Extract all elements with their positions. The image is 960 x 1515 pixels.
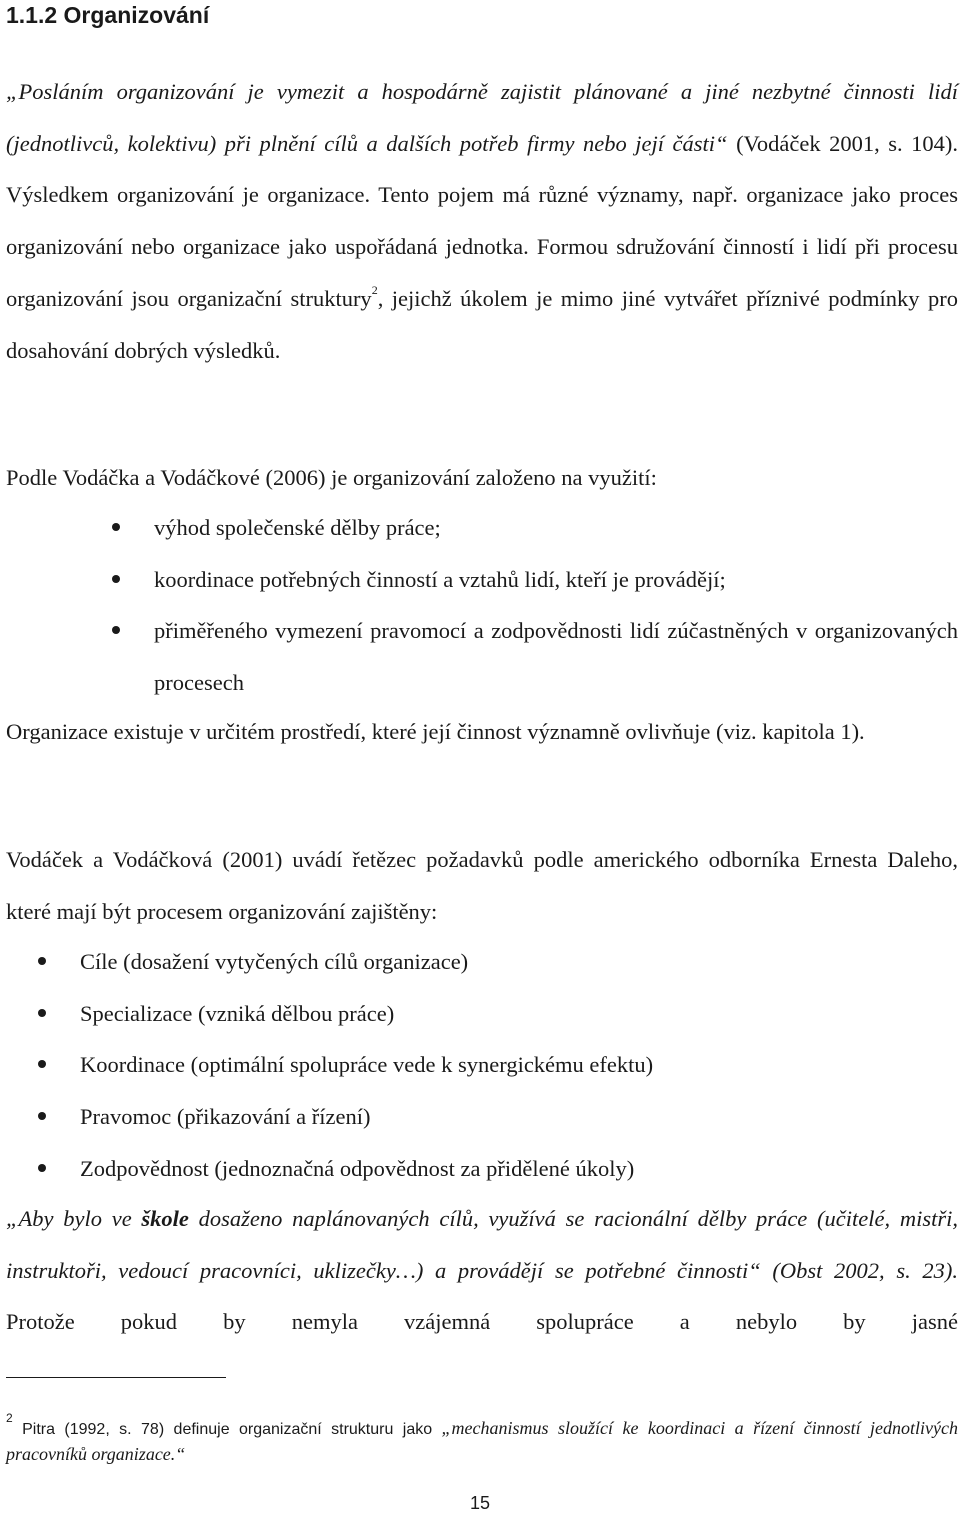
page-number: 15 xyxy=(469,1493,491,1513)
bullet-icon xyxy=(112,523,120,531)
paragraph-school xyxy=(6,1193,958,1348)
paragraph-dale: Vodáček a Vodáčková (2001) uvádí řetězec požadavků podle amerického odborníka Ernesta Daleho, které mají být procesem organizování zajištěny: xyxy=(6,847,958,924)
list-item: přiměřeného vymezení pravomocí a zodpovědnosti lidí zúčastněných v organizovaných procesech xyxy=(154,605,958,708)
list-item: koordinace potřebných činností a vztahů lidí, kteří je provádějí; xyxy=(154,554,958,606)
bullet-icon xyxy=(38,957,46,965)
school-text: Protože pokud by nemyla vzájemná spolupráce a nebylo by jasné xyxy=(6,1309,958,1335)
list-item: Cíle (dosažení vytyčených cílů organizace) xyxy=(80,936,958,988)
structure-text-end: , jejichž úkolem je mimo jiné vytvářet příznivé podmínky pro dosahování dobrých výsledků. xyxy=(6,285,958,363)
section-heading: 1.1.2 Organizování xyxy=(6,2,210,28)
footnote-number: 2 xyxy=(6,1411,13,1425)
bullet-icon xyxy=(38,1009,46,1017)
footnote-divider xyxy=(6,1377,226,1378)
bullet-icon xyxy=(38,1060,46,1068)
footnote-ref: 2 xyxy=(371,282,378,297)
list-item: Zodpovědnost (jednoznačná odpovědnost za přidělené úkoly) xyxy=(80,1143,958,1195)
footnote-text: Pitra (1992, s. 78) definuje organizační strukturu jako xyxy=(12,1421,442,1438)
bullet-icon xyxy=(38,1112,46,1120)
paragraph-definition xyxy=(6,66,958,376)
citation-text: (Vodáček 2001, s. 104). Výsledkem organizování je organizace. Tento pojem má různé významy, např. organizace jako proces organizování nebo organizace xyxy=(6,130,959,260)
paragraph-intro: Podle Vodáčka a Vodáčkové (2006) je organizování založeno na využití: xyxy=(6,465,657,490)
list-item: výhod společenské dělby práce; xyxy=(154,502,958,554)
structure-text: jako uspořádaná jednotka. Formou sdružování činností i lidí při procesu organizování jsou organizační struktury xyxy=(6,234,958,311)
quote-text: „Posláním organizování je vymezit a hospodárně zajistit plánované a jiné nezbytné činnosti lidí (jednotlivců, kolektivu) při plnění cílů a dalších potřeb firmy nebo její části“ xyxy=(6,79,958,156)
school-quote: „Aby bylo ve škole dosaženo naplánovaných cílů, využívá se racionální dělby práce (učitelé, mistři, instruktoři, vedoucí pracovníci, uklizečky…) a provádějí se potřebné činnosti“ (Obst 2002, s. 23). xyxy=(6,1206,958,1283)
list-requirements xyxy=(80,936,958,1195)
bullet-icon xyxy=(112,575,120,583)
paragraph-environment: Organizace existuje v určitém prostředí, které její činnost významně ovlivňuje (viz. kapitola 1). xyxy=(6,719,865,744)
bullet-icon xyxy=(38,1164,46,1172)
bullet-icon xyxy=(112,626,120,634)
footnote-quote: „mechanismus sloužící ke koordinaci a řízení činností jednotlivých pracovníků organizace.“ xyxy=(6,1418,958,1464)
list-item: Specializace (vzniká dělbou práce) xyxy=(80,988,958,1040)
list-item: Pravomoc (přikazování a řízení) xyxy=(80,1091,958,1143)
footnote xyxy=(6,1411,958,1468)
list-item: Koordinace (optimální spolupráce vede k synergickému efektu) xyxy=(80,1039,958,1091)
list-basis xyxy=(154,502,958,709)
